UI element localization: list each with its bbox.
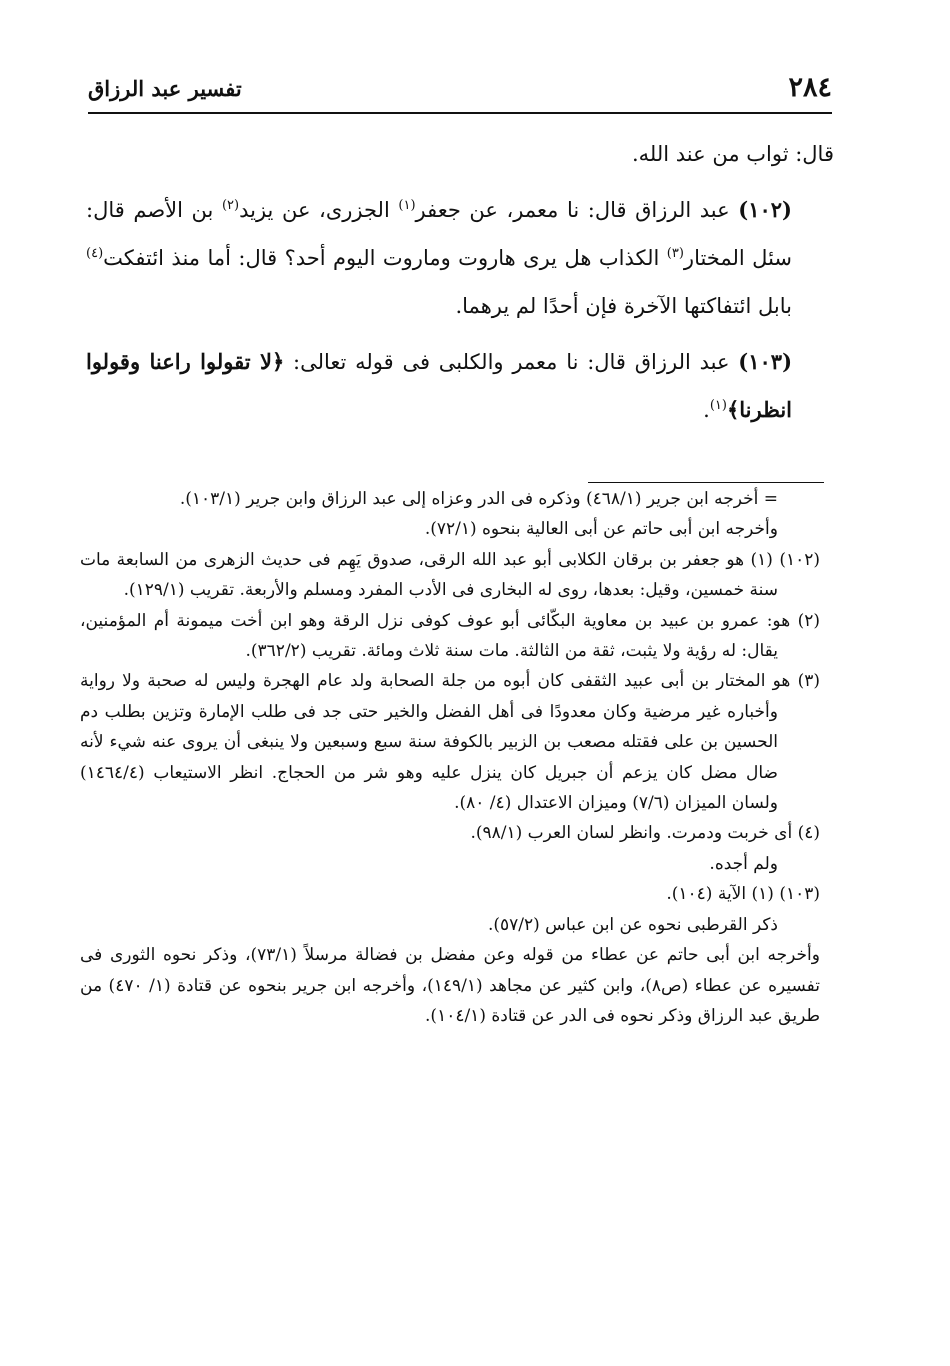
footnote-103-1: (١٠٣) (١) الآية (١٠٤). bbox=[666, 884, 820, 905]
entry-103 bbox=[86, 338, 834, 434]
footnote-continuation: = أخرجه ابن جرير (٤٦٨/١) وذكره فى الدر وعزاه إلى عبد الرزاق وابن جرير (١٠٣/١). bbox=[179, 489, 778, 509]
previous-entry-ending: قال: ثواب من عند الله. bbox=[631, 142, 834, 166]
page-header bbox=[88, 68, 832, 114]
page-number: ٢٨٤ bbox=[788, 72, 832, 103]
entry-text: عبد الرزاق قال: نا معمر والكلبى فى قوله تعالى: bbox=[293, 350, 730, 374]
quran-quote: ﴿لا تقولوا راعنا وقولوا انظرنا﴾ bbox=[86, 349, 792, 422]
entry-number: (١٠٢) bbox=[738, 197, 792, 222]
footnote-102-4-note: ولم أجده. bbox=[709, 853, 778, 874]
footnotes bbox=[80, 484, 820, 1031]
footnote-ref: (١) bbox=[709, 398, 727, 413]
footnote-ref: (١) bbox=[398, 198, 416, 213]
footnote-103-1-note: وأخرجه ابن أبى حاتم عن عطاء من قوله وعن مفضل بن فضالة مرسلاً (٧٣/١)، وذكر نحوه الثورى فى تفسيره عن عطاء (ص٨)، وابن كثير عن مجاهد (١٤٩/١)، وأخرجه ابن جرير بنحوه عن قتادة (١/ ٤٧٠) من طريق عبد الرزاق وذكر نحوه فى الدر عن قتادة (١٠٤/١). bbox=[80, 945, 820, 1026]
main-text bbox=[86, 130, 834, 434]
entry-102 bbox=[86, 186, 834, 330]
running-title: تفسير عبد الرزاق bbox=[88, 76, 242, 101]
entry-text: الكذاب هل يرى هاروت وماروت اليوم أحد؟ قال: أما منذ ائتفكت bbox=[103, 246, 660, 270]
entry-text: عبد الرزاق قال: نا معمر، عن جعفر bbox=[415, 198, 730, 222]
footnote-ref: (٤) bbox=[86, 246, 104, 261]
footnote-continuation: وأخرجه ابن أبى حاتم عن أبى العالية بنحوه (٧٢/١). bbox=[424, 519, 778, 540]
footnote-ref: (٢) bbox=[221, 198, 240, 213]
footnote-102-1: (١٠٢) (١) هو جعفر بن برقان الكلابى أبو عبد الله الرقى، صدوق يَهِم فى حديث الزهرى من السابعة مات سنة خمسين، وقيل: بعدها، روى له البخارى فى الأدب المفرد ومسلم والأربعة. تقريب (١٢٩/١). bbox=[80, 549, 821, 601]
footnote-102-4: (٤) أى خربت ودمرت. وانظر لسان العرب (٩٨/١). bbox=[470, 823, 820, 844]
entry-number: (١٠٣) bbox=[738, 349, 792, 374]
entry-text: الجزرى، عن يزيد bbox=[239, 198, 390, 222]
entry-text: بابل ائتفاكتها الآخرة فإن أحدًا لم يرهما. bbox=[455, 294, 792, 318]
footnote-divider bbox=[588, 482, 824, 483]
footnote-102-2: (٢) هو: عمرو بن عبيد بن معاوية البكّائى أبو عوف كوفى نزل الرقة وهو ابن أخت ميمونة أم المؤمنين، يقال: له رؤية ولا يثبت، ثقة من الثالثة. مات سنة ثلاث ومائة. تقريب (٣٦٢/٢). bbox=[80, 610, 820, 662]
entry-text: . bbox=[703, 398, 710, 422]
footnote-102-3: (٣) هو المختار بن أبى عبيد الثقفى كان أبوه من جلة الصحابة ولد عام الهجرة وليس له صحبة ولا رواية وأخباره غير مرضية وكان معدودًا فى أهل الفضل والخير حتى جد فى طلب الإمارة وتزين بطلب دم الحسين بن على فقتله مصعب بن الزبير بالكوفة سنة سبع وسبعين ولا ينبغى أن يروى عنه شيء لأنه ضال مضل كان يزعم أن جبريل كان ينزل عليه وهو شر من الحجاج. انظر الاستيعاب (١٤٦٤/٤) ولسان الميزان (٧/٦) وميزان الاعتدال (٤/ ٨٠). bbox=[80, 671, 820, 814]
footnote-ref: (٣) bbox=[666, 246, 684, 261]
entry-text: بن الأصم قال: سئل المختار bbox=[86, 198, 793, 270]
footnote-103-1-note: ذكر القرطبى نحوه عن ابن عباس (٥٧/٢). bbox=[487, 914, 778, 935]
